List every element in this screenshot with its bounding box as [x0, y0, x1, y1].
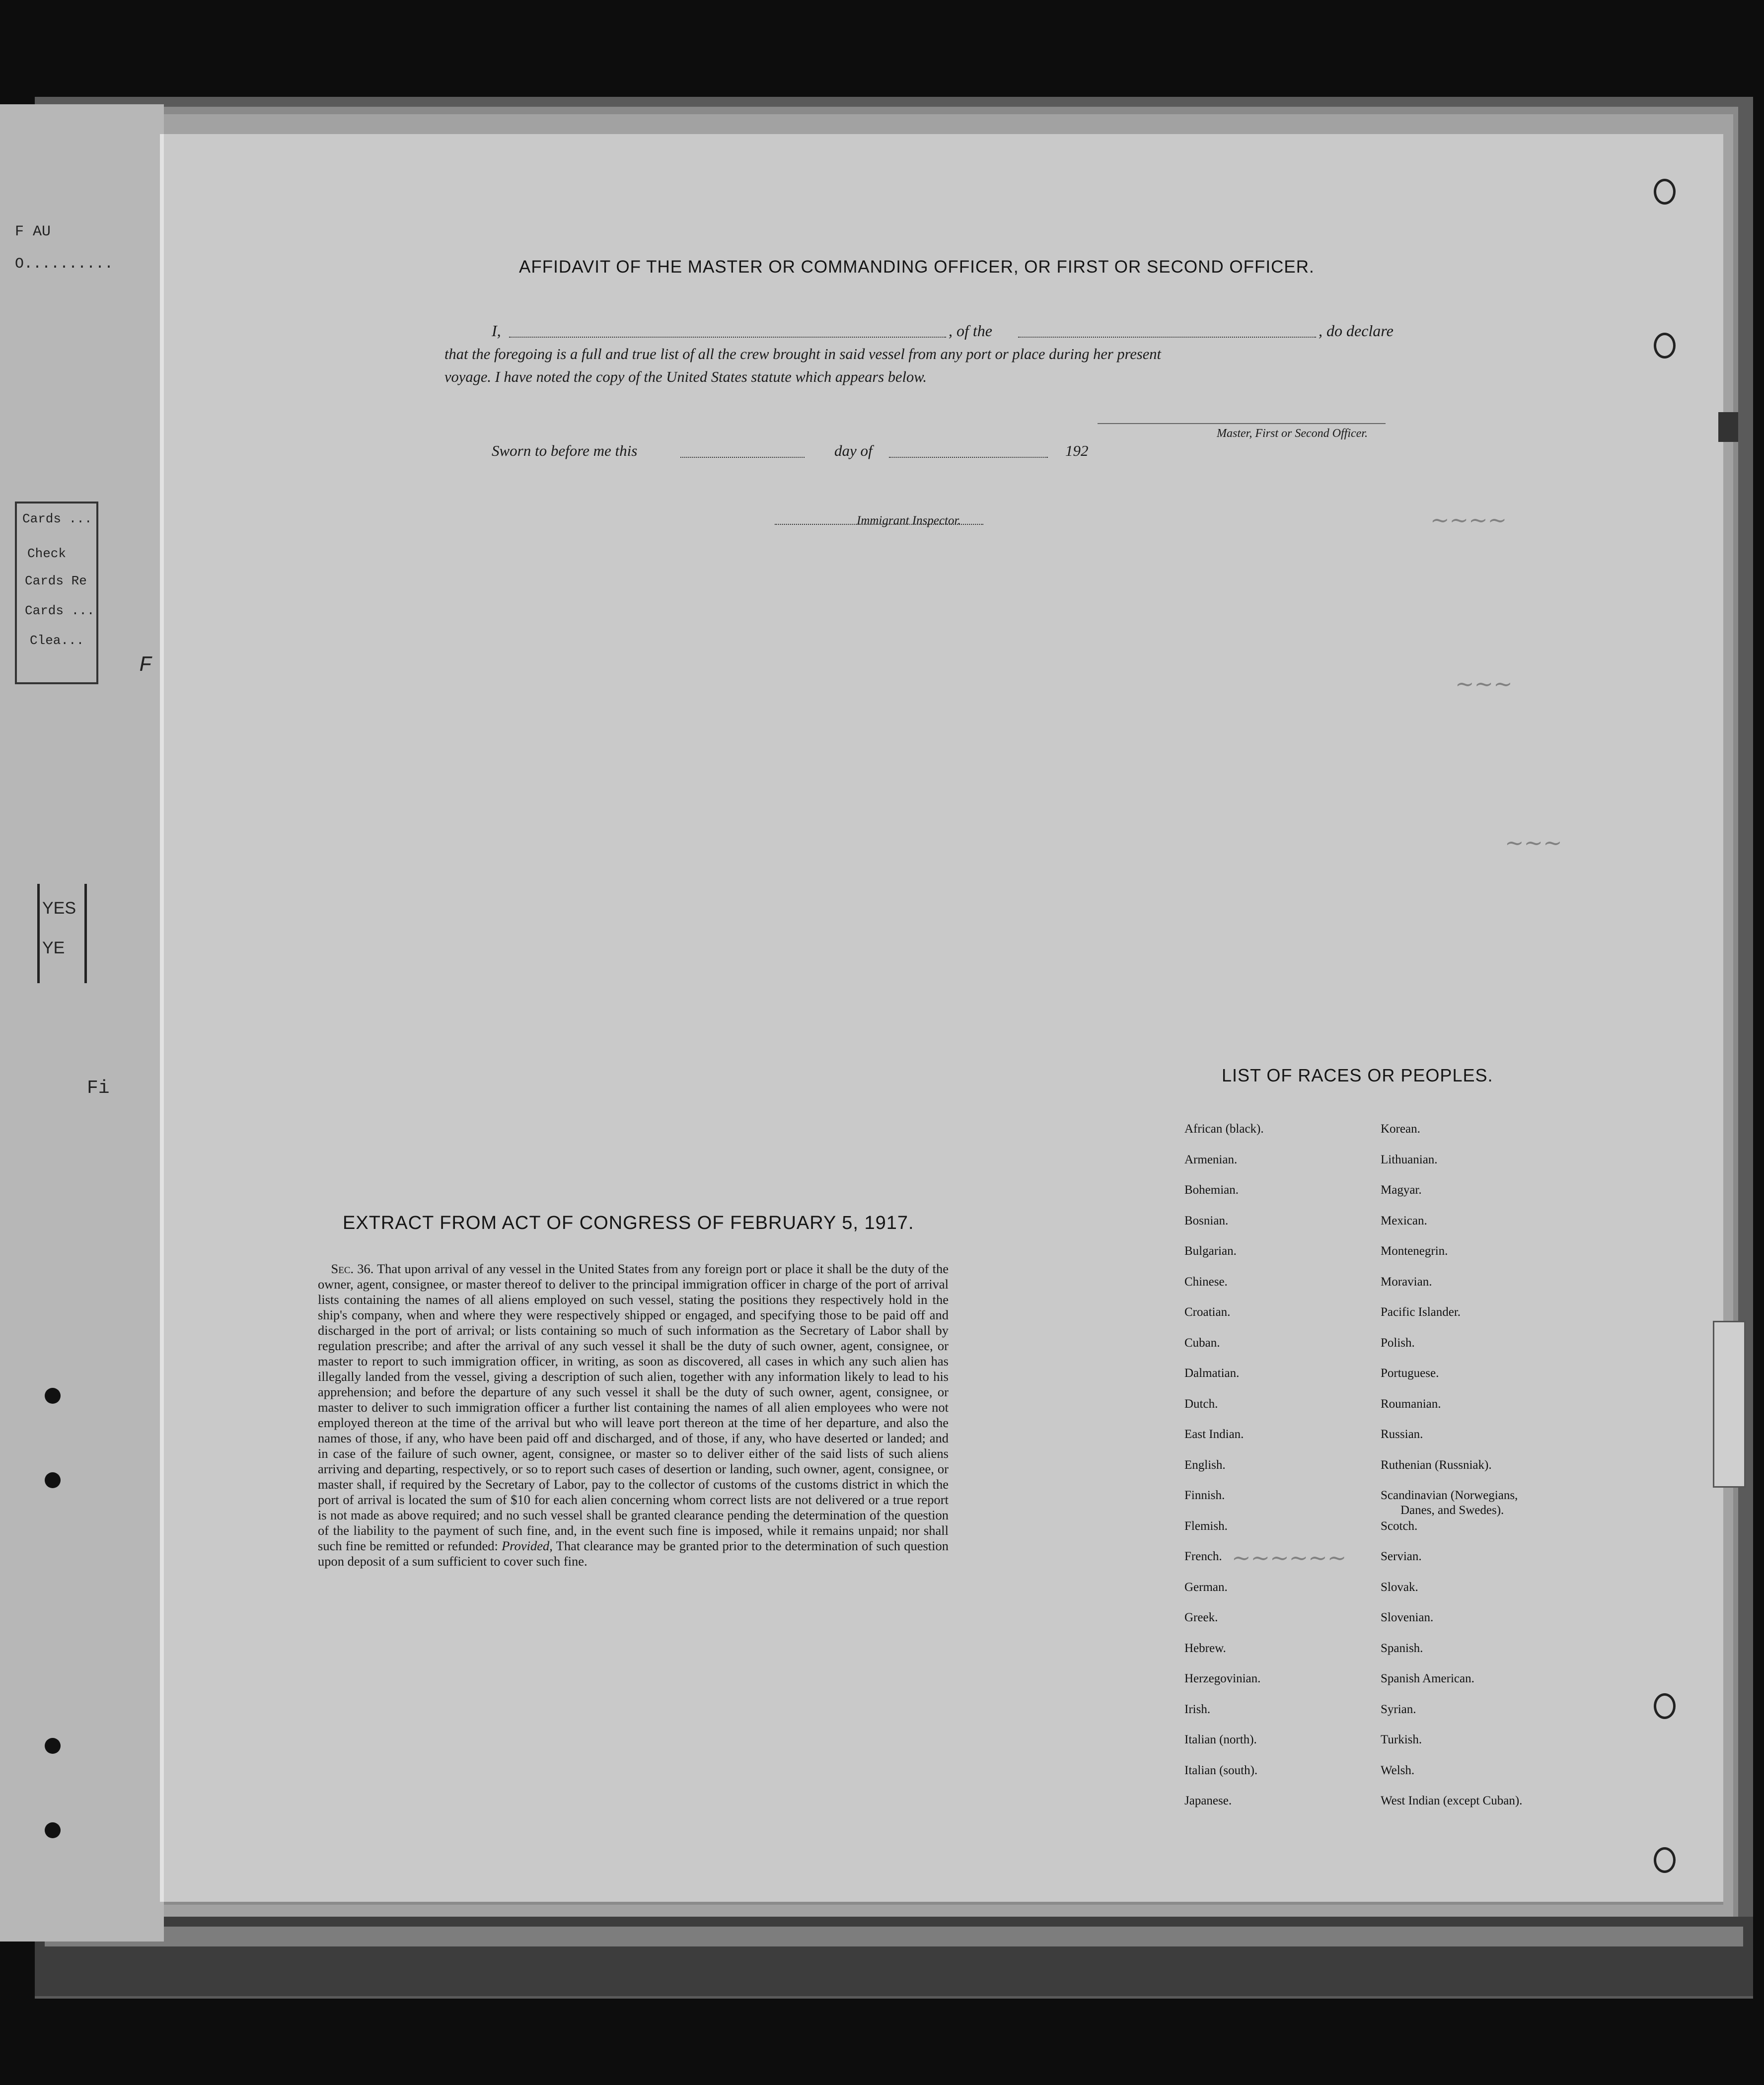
bleed-through-handwriting: ~~~: [1505, 829, 1562, 856]
side-card-line: O..........: [15, 256, 114, 273]
race-item: Servian.: [1381, 1550, 1422, 1563]
race-item: Chinese.: [1184, 1275, 1228, 1289]
race-item: Scotch.: [1381, 1519, 1418, 1533]
bleed-through-handwriting: ~~~~: [1430, 506, 1507, 533]
race-item: Herzegovinian.: [1184, 1672, 1261, 1685]
statute-body-end: That clearance may be granted prior to the determination of such question upon deposit of a sum sufficient to cover such fine.: [318, 1538, 949, 1569]
page-clip: [1718, 412, 1738, 442]
race-item: Croatian.: [1184, 1305, 1231, 1319]
race-item: Syrian.: [1381, 1702, 1416, 1716]
race-item: German.: [1184, 1580, 1228, 1594]
race-item: Lithuanian.: [1381, 1152, 1438, 1166]
left-side-card: [0, 104, 164, 1941]
statute-text: [318, 1261, 949, 1569]
race-item: Roumanian.: [1381, 1397, 1441, 1411]
side-card-letter: Fi: [87, 1078, 110, 1099]
race-item: English.: [1184, 1458, 1226, 1472]
affidavit-declare: , do declare: [1319, 322, 1394, 340]
race-item: West Indian (except Cuban).: [1381, 1794, 1523, 1807]
race-item: Greek.: [1184, 1611, 1218, 1624]
sworn-day-blank: [680, 457, 805, 458]
side-card-line: Cards ...: [25, 603, 95, 618]
race-item: Finnish.: [1184, 1489, 1225, 1502]
sworn-year: 192: [1065, 442, 1089, 459]
race-item: Korean.: [1381, 1122, 1420, 1136]
race-item: Italian (south).: [1184, 1763, 1258, 1777]
race-item: Welsh.: [1381, 1763, 1415, 1777]
race-item: Dutch.: [1184, 1397, 1218, 1411]
race-item: Montenegrin.: [1381, 1244, 1448, 1258]
race-item: Magyar.: [1381, 1183, 1422, 1197]
sworn-day-of: day of: [834, 442, 873, 459]
side-card-line: Cards Re: [25, 574, 87, 588]
race-item: Slovak.: [1381, 1580, 1418, 1594]
race-item: Polish.: [1381, 1336, 1415, 1350]
statute-section-label: Sec. 36.: [331, 1261, 374, 1276]
binder-hole: [1654, 333, 1676, 359]
side-card-stamp: [15, 502, 98, 684]
race-item: Russian.: [1381, 1428, 1423, 1441]
affidavit-title: AFFIDAVIT OF THE MASTER OR COMMANDING OFFICER, OR FIRST OR SECOND OFFICER.: [519, 257, 1315, 277]
race-item: Cuban.: [1184, 1336, 1220, 1350]
race-item: Moravian.: [1381, 1275, 1432, 1289]
punch-hole: [45, 1388, 61, 1404]
race-item: French.: [1184, 1550, 1222, 1563]
race-item: Spanish.: [1381, 1641, 1423, 1655]
bleed-through-handwriting: ~~~~~~: [1232, 1544, 1347, 1571]
punch-hole: [45, 1738, 61, 1754]
document-page: [164, 134, 1723, 1902]
statute-provided: Provided,: [502, 1538, 553, 1553]
inspector-caption: Immigrant Inspector.: [857, 514, 961, 527]
race-item: Dalmatian.: [1184, 1366, 1240, 1380]
race-item: Bosnian.: [1184, 1214, 1229, 1227]
race-item: Turkish.: [1381, 1733, 1422, 1746]
race-item: Bulgarian.: [1184, 1244, 1237, 1258]
master-signature-line: [1098, 423, 1386, 424]
punch-hole: [45, 1472, 61, 1488]
race-item: Irish.: [1184, 1702, 1211, 1716]
race-item: Scandinavian (Norwegians,: [1381, 1489, 1518, 1502]
page-tab: [1713, 1321, 1746, 1488]
race-item: Italian (north).: [1184, 1733, 1257, 1746]
side-card-line: Check: [27, 546, 67, 561]
race-item: Hebrew.: [1184, 1641, 1226, 1655]
binder-hole: [1654, 1693, 1676, 1719]
page-edge-strip: [45, 1927, 1743, 1946]
side-card-letter: F: [139, 653, 152, 678]
race-item: Japanese.: [1184, 1794, 1232, 1807]
side-card-yes: YE: [42, 938, 65, 957]
affidavit-line-3: voyage. I have noted the copy of the United States statute which appears below.: [444, 368, 927, 385]
race-item: Ruthenian (Russniak).: [1381, 1458, 1492, 1472]
side-card-line: Clea...: [30, 633, 84, 648]
signature-caption: Master, First or Second Officer.: [1217, 427, 1368, 440]
binder-hole: [1654, 1847, 1676, 1873]
binder-hole: [1654, 179, 1676, 205]
affidavit-i: I,: [492, 322, 501, 340]
side-card-yes: YES: [42, 899, 76, 918]
race-item: Mexican.: [1381, 1214, 1427, 1227]
race-item: East Indian.: [1184, 1428, 1244, 1441]
name-blank-line: [509, 337, 946, 338]
affidavit-of-the: , of the: [949, 322, 992, 340]
vessel-blank-line: [1018, 337, 1316, 338]
side-card-line: F AU: [15, 223, 51, 240]
sworn-text: Sworn to before me this: [492, 442, 638, 459]
punch-hole: [45, 1822, 61, 1838]
race-item: Bohemian.: [1184, 1183, 1239, 1197]
race-item: Pacific Islander.: [1381, 1305, 1461, 1319]
side-card-line: Cards ...: [22, 511, 92, 526]
race-item: Armenian.: [1184, 1152, 1238, 1166]
extract-title: EXTRACT FROM ACT OF CONGRESS OF FEBRUARY 5, 1917.: [343, 1213, 914, 1233]
statute-body: That upon arrival of any vessel in the United States from any foreign port or place it shall be the duty of the owner, agent, consignee, or master thereof to deliver to the principal immigration officer in charge of the port of arrival lists containing the names of all aliens employed on such vessel, stating the positions they respectively hold in the ship's company, when and where they were respectively shipped or engaged, and specifying those to be paid off and discharged in the port of arrival; or lists containing so much of such information as the Secretary of Labor shall by regulation prescribe; and after the arrival of any such vessel it shall be the duty of such owner, agent, consignee, or master to report to such immigration officer, in writing, as soon as discovered, all cases in which any such alien has illegally landed from the vessel, giving a description of such alien, together with any information likely to lead to his apprehension; and before the departure of any such vessel it shall be the duty of such owner, agent, consignee, or master to deliver to such immigration officer a further list containing the names of all alien employees who were not employed thereon at the time of the arrival but who will leave port thereon at the time of her departure, and also the names of those, if any, who have been paid off and discharged, and of those, if any, who have deserted or landed; and in case of the failure of such owner, agent, consignee, or master so to deliver either of the said lists of such aliens arriving and departing, respectively, or so to report such cases of desertion or landing, such owner, agent, consignee, or master shall, if required by the Secretary of Labor, pay to the collector of customs of the customs district in which the port of arrival is located the sum of $10 for each alien concerning whom correct lists are not delivered or a true report is not made as above required; and no such vessel shall be granted clearance pending the determination of the question of the liability to the payment of such fine, and, in the event such fine is imposed, while it remains unpaid; nor shall such fine be remitted or refunded:: [318, 1261, 949, 1553]
affidavit-line-2: that the foregoing is a full and true list of all the crew brought in said vessel from any port or place during her present: [444, 346, 1162, 362]
race-item: African (black).: [1184, 1122, 1264, 1136]
bleed-through-handwriting: ~~~: [1455, 670, 1513, 697]
race-item-continuation: Danes, and Swedes).: [1400, 1504, 1504, 1517]
sworn-month-blank: [889, 457, 1048, 458]
race-item: Slovenian.: [1381, 1611, 1434, 1624]
race-item: Flemish.: [1184, 1519, 1228, 1533]
races-title: LIST OF RACES OR PEOPLES.: [1222, 1065, 1493, 1085]
race-item: Portuguese.: [1381, 1366, 1439, 1380]
race-item: Spanish American.: [1381, 1672, 1474, 1685]
